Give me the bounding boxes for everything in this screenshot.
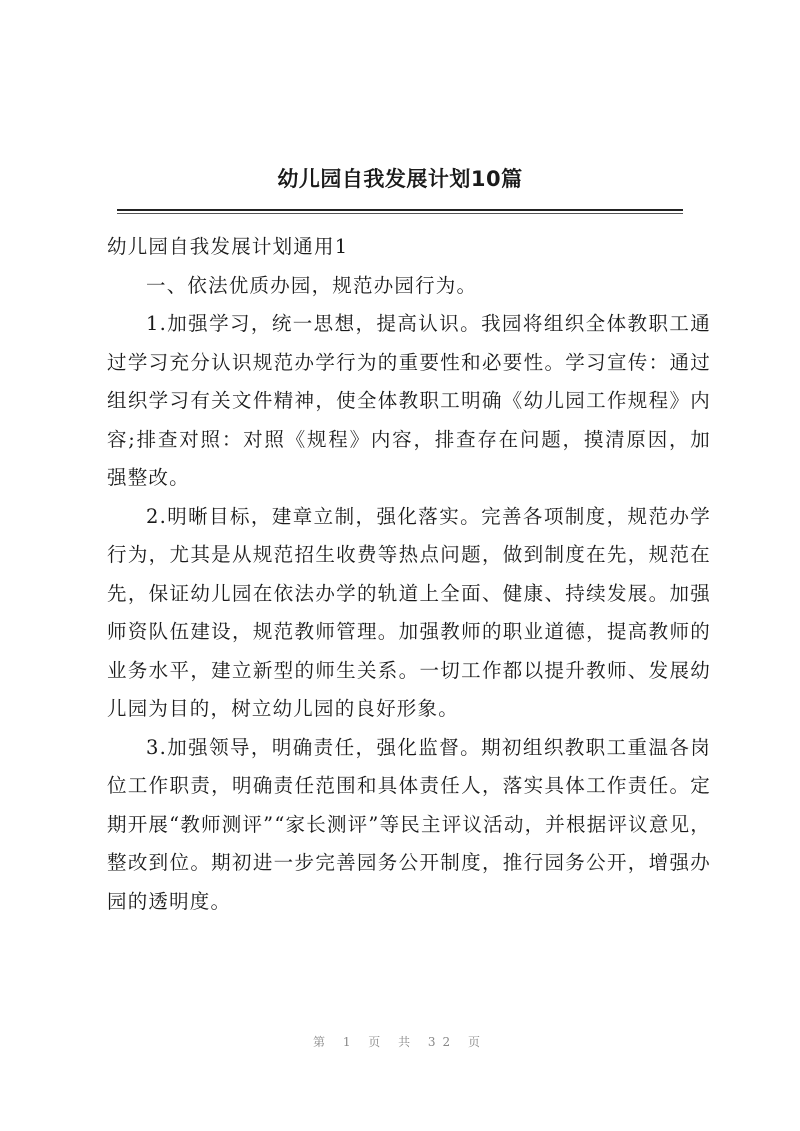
document-body xyxy=(107,228,711,921)
title-divider-thick xyxy=(117,209,683,211)
paragraph-3: 3.加强领导，明确责任，强化监督。期初组织教职工重温各岗位工作职责，明确责任范围和具体责任人，落实具体工作责任。定期开展“教师测评”“家长测评”等民主评议活动，并根据评议意见，整改到位。期初进一步完善园务公开制度，推行园务公开，增强办园的透明度。 xyxy=(107,735,711,913)
section-heading: 幼儿园自我发展计划通用1 xyxy=(107,235,349,258)
document-title: 幼儿园自我发展计划10篇 xyxy=(277,167,523,191)
paragraph-heading-1: 一、依法优质办园，规范办园行为。 xyxy=(146,273,478,297)
page-number-footer: 第 1 页 共 32 页 xyxy=(313,1035,487,1049)
paragraph-1: 1.加强学习，统一思想，提高认识。我园将组织全体教职工通过学习充分认识规范办学行为的重要性和必要性。学习宣传：通过组织学习有关文件精神，使全体教职工明确《幼儿园工作规程》内容;排查对照：对照《规程》内容，排查存在问题，摸清原因，加强整改。 xyxy=(107,312,711,489)
paragraph-2: 2.明晰目标，建章立制，强化落实。完善各项制度，规范办学行为，尤其是从规范招生收费等热点问题，做到制度在先，规范在先，保证幼儿园在依法办学的轨道上全面、健康、持续发展。加强师资队伍建设，规范教师管理。加强教师的职业道德，提高教师的业务水平，建立新型的师生关系。一切工作都以提升教师、发展幼儿园为目的，树立幼儿园的良好形象。 xyxy=(107,504,711,720)
title-divider-thin xyxy=(117,213,683,214)
